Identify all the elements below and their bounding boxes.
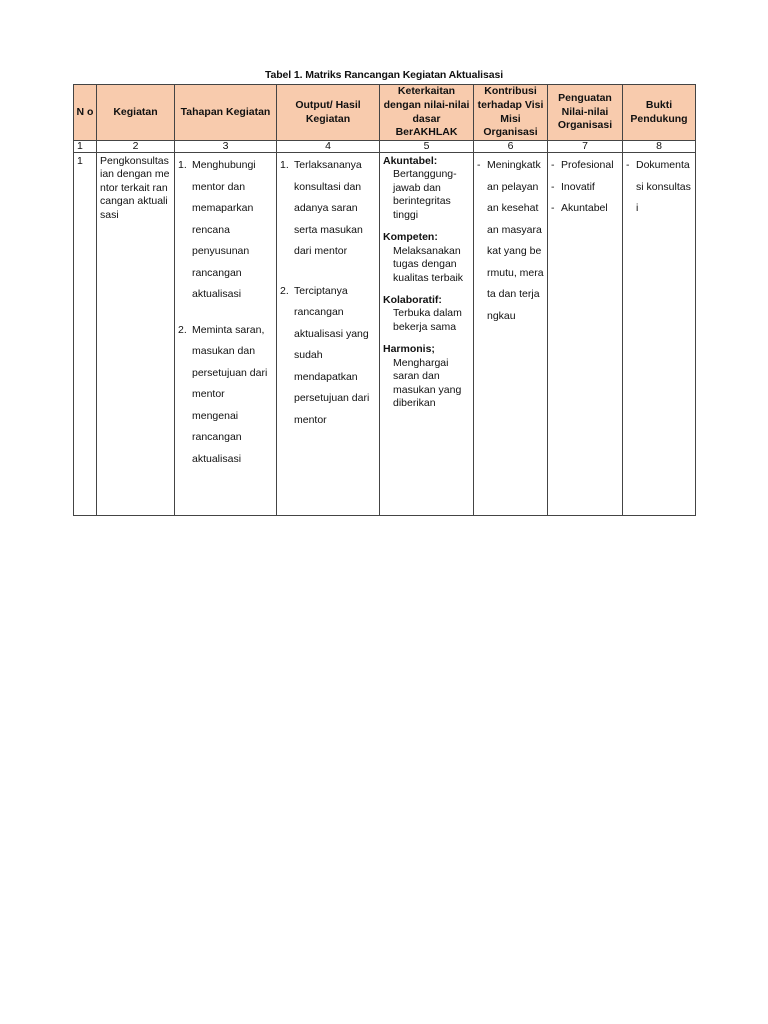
bukti-list [626, 155, 692, 220]
list-item [280, 281, 376, 432]
column-number: 6 [474, 141, 548, 153]
item-text: Meningkatkan pelayanan kesehatan masyarakat yang bermutu, merata dan terjangkau [487, 159, 544, 322]
column-number: 5 [380, 141, 474, 153]
header-row [74, 85, 696, 141]
list-item [178, 155, 273, 306]
dash-bullet: - [626, 159, 630, 171]
dash-bullet: - [551, 180, 555, 193]
value-description: Melaksanakan tugas dengan kualitas terbaik [393, 244, 464, 284]
kegiatan-cell [97, 153, 175, 516]
value-label: Akuntabel: [383, 155, 438, 167]
item-text: Meminta saran, masukan dan persetujuan dari mentor mengenai rancangan aktualisasi [192, 323, 268, 465]
dash-bullet: - [551, 202, 555, 214]
list-item [551, 155, 619, 177]
column-number: 4 [277, 141, 380, 153]
item-text: Akuntabel [561, 202, 608, 214]
output-cell [277, 153, 380, 516]
header-no: N o [74, 85, 97, 141]
column-number: 1 [74, 141, 97, 153]
item-number: 1. [178, 159, 187, 171]
list-item [280, 155, 376, 263]
penguatan-cell [548, 153, 623, 516]
dash-bullet: - [477, 159, 481, 171]
item-text: Menghubungi mentor dan memaparkan rencana penyusunan rancangan aktualisasi [192, 159, 256, 300]
item-number: 2. [280, 284, 289, 297]
column-number: 7 [548, 141, 623, 153]
activity-matrix-table [73, 84, 696, 516]
value-label: Kompeten: [383, 231, 438, 244]
kegiatan-text: Pengkonsultasian dengan mentor terkait rancangan aktualisasi [100, 155, 170, 221]
value-label: Kolaboratif: [383, 293, 442, 306]
header-tahapan: Tahapan Kegiatan [175, 85, 277, 141]
list-item [551, 177, 619, 199]
value-description: Menghargai saran dan masukan yang diberikan [393, 356, 462, 409]
table-row [74, 153, 696, 516]
column-number: 8 [623, 141, 696, 153]
keterkaitan-cell [380, 153, 474, 516]
penguatan-list [551, 155, 619, 220]
row-number: 1 [74, 153, 97, 516]
list-item [178, 320, 273, 471]
value-group [383, 231, 470, 285]
header-kontribusi: Kontribusi terhadap Visi Misi Organisasi [474, 85, 548, 141]
dash-bullet: - [551, 159, 555, 171]
header-output: Output/ Hasil Kegiatan [277, 85, 380, 141]
item-text: Terciptanya rancangan aktualisasi yang sudah mendapatkan persetujuan dari mentor [294, 284, 370, 426]
value-label: Harmonis; [383, 343, 435, 356]
item-number: 2. [178, 323, 187, 336]
header-keterkaitan: Keterkaitan dengan nilai-nilai dasar BerAKHLAK [380, 85, 474, 141]
value-group [383, 155, 470, 222]
value-group [383, 294, 470, 334]
list-item [626, 155, 692, 220]
value-description: Terbuka dalam bekerja sama [393, 307, 462, 333]
item-text: Inovatif [561, 180, 595, 193]
value-group [383, 343, 470, 410]
header-bukti: Bukti Pendukung [623, 85, 696, 141]
header-kegiatan: Kegiatan [97, 85, 175, 141]
kontribusi-cell [474, 153, 548, 516]
bukti-cell [623, 153, 696, 516]
item-number: 1. [280, 159, 289, 171]
tahapan-list [178, 155, 273, 470]
value-description: Bertanggung-jawab dan berintegritas tinggi [393, 168, 457, 221]
column-number-row [74, 141, 696, 153]
kontribusi-list [477, 155, 544, 327]
header-penguatan: Penguatan Nilai-nilai Organisasi [548, 85, 623, 141]
list-item [477, 155, 544, 327]
column-number: 3 [175, 141, 277, 153]
item-text: Terlaksananya konsultasi dan adanya saran serta masukan dari mentor [294, 159, 363, 257]
item-text: Profesional [561, 159, 614, 171]
output-list [280, 155, 376, 431]
tahapan-cell [175, 153, 277, 516]
table-title: Tabel 1. Matriks Rancangan Kegiatan Aktualisasi [264, 69, 504, 81]
list-item [551, 198, 619, 220]
column-number: 2 [97, 141, 175, 153]
item-text: Dokumentasi konsultasi [636, 159, 691, 214]
